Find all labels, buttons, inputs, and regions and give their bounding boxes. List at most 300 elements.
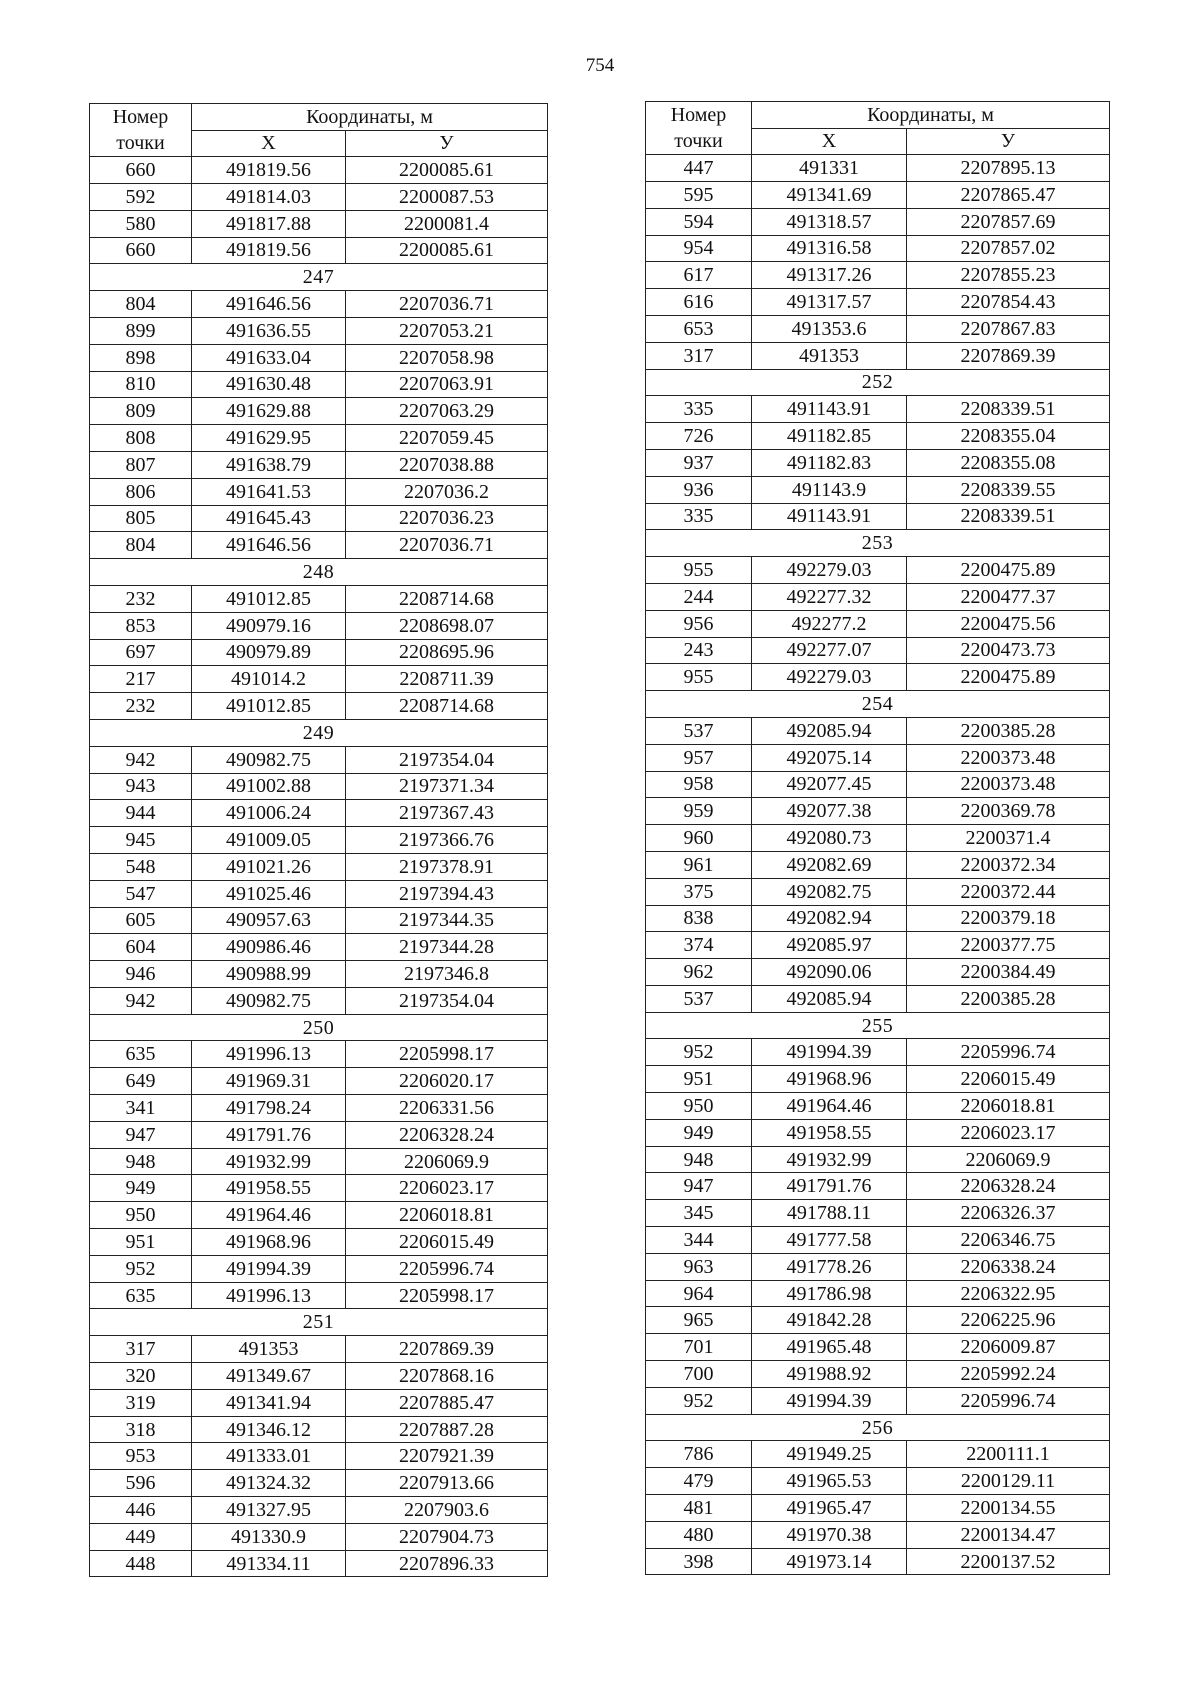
table-row [90, 1068, 548, 1095]
group-number: 254 [646, 691, 1110, 718]
table-row [90, 1389, 548, 1416]
table-row [646, 155, 1110, 182]
group-header-row [646, 369, 1110, 396]
x-coordinate-cell: 491964.46 [752, 1093, 907, 1120]
table-row [646, 664, 1110, 691]
coordinates-table-left [89, 103, 548, 1577]
table-row [646, 1093, 1110, 1120]
x-coordinate-cell: 491964.46 [192, 1202, 346, 1229]
x-coordinate-cell: 491932.99 [752, 1146, 907, 1173]
y-coordinate-cell: 2200475.56 [907, 610, 1110, 637]
point-number-cell: 804 [90, 291, 192, 318]
point-number-cell: 948 [90, 1148, 192, 1175]
x-coordinate-cell: 491965.53 [752, 1468, 907, 1495]
x-coordinate-cell: 491353 [752, 342, 907, 369]
x-coordinate-cell: 492075.14 [752, 744, 907, 771]
table-row [646, 1227, 1110, 1254]
x-coordinate-cell: 491819.56 [192, 237, 346, 264]
x-coordinate-cell: 491014.2 [192, 666, 346, 693]
point-number-cell: 954 [646, 235, 752, 262]
x-coordinate-cell: 491021.26 [192, 853, 346, 880]
y-coordinate-cell: 2207913.66 [346, 1470, 548, 1497]
point-number-cell: 956 [646, 610, 752, 637]
x-coordinate-cell: 491025.46 [192, 880, 346, 907]
table-row [90, 1229, 548, 1256]
point-number-cell: 446 [90, 1497, 192, 1524]
point-number-cell: 232 [90, 693, 192, 720]
x-coordinate-cell: 491777.58 [752, 1227, 907, 1254]
point-number-cell: 635 [90, 1282, 192, 1309]
table-row [90, 987, 548, 1014]
x-coordinate-cell: 492085.94 [752, 985, 907, 1012]
y-coordinate-cell: 2207903.6 [346, 1497, 548, 1524]
point-number-cell: 947 [646, 1173, 752, 1200]
table-row [646, 1280, 1110, 1307]
y-coordinate-cell: 2200085.61 [346, 157, 548, 184]
point-number-cell: 958 [646, 771, 752, 798]
point-number-cell: 617 [646, 262, 752, 289]
x-coordinate-cell: 491316.58 [752, 235, 907, 262]
x-coordinate-cell: 491968.96 [752, 1066, 907, 1093]
point-number-cell: 318 [90, 1416, 192, 1443]
y-coordinate-cell: 2206018.81 [907, 1093, 1110, 1120]
group-number: 251 [90, 1309, 548, 1336]
x-coordinate-cell: 492077.45 [752, 771, 907, 798]
point-number-cell: 804 [90, 532, 192, 559]
y-coordinate-cell: 2206020.17 [346, 1068, 548, 1095]
x-coordinate-cell: 491791.76 [192, 1121, 346, 1148]
y-coordinate-cell: 2206322.95 [907, 1280, 1110, 1307]
table-row [90, 1336, 548, 1363]
table-row [90, 1255, 548, 1282]
table-row [646, 1119, 1110, 1146]
x-coordinate-cell: 491842.28 [752, 1307, 907, 1334]
point-number-cell: 479 [646, 1468, 752, 1495]
x-coordinate-cell: 491994.39 [192, 1255, 346, 1282]
table-row [90, 1363, 548, 1390]
y-coordinate-cell: 2197354.04 [346, 746, 548, 773]
point-number-cell: 942 [90, 987, 192, 1014]
table-row [90, 505, 548, 532]
table-row [646, 1200, 1110, 1227]
y-coordinate-cell: 2207867.83 [907, 315, 1110, 342]
point-number-cell: 653 [646, 315, 752, 342]
y-coordinate-cell: 2207855.23 [907, 262, 1110, 289]
group-header-row [90, 264, 548, 291]
point-number-cell: 480 [646, 1521, 752, 1548]
x-coordinate-cell: 490979.89 [192, 639, 346, 666]
table-row [90, 1550, 548, 1577]
y-coordinate-cell: 2207887.28 [346, 1416, 548, 1443]
x-coordinate-cell: 491009.05 [192, 827, 346, 854]
point-number-cell: 604 [90, 934, 192, 961]
point-number-cell: 937 [646, 449, 752, 476]
point-number-cell: 649 [90, 1068, 192, 1095]
point-number-cell: 853 [90, 612, 192, 639]
point-number-cell: 701 [646, 1334, 752, 1361]
y-coordinate-cell: 2200373.48 [907, 771, 1110, 798]
x-coordinate-cell: 491317.26 [752, 262, 907, 289]
header-point-number-line1: Номер [90, 104, 192, 131]
x-coordinate-cell: 491333.01 [192, 1443, 346, 1470]
table-row [646, 1441, 1110, 1468]
y-coordinate-cell: 2208339.51 [907, 503, 1110, 530]
x-coordinate-cell: 492279.03 [752, 664, 907, 691]
y-coordinate-cell: 2205998.17 [346, 1041, 548, 1068]
y-coordinate-cell: 2197394.43 [346, 880, 548, 907]
x-coordinate-cell: 491994.39 [752, 1039, 907, 1066]
x-coordinate-cell: 492082.75 [752, 878, 907, 905]
table-row [646, 449, 1110, 476]
point-number-cell: 595 [646, 181, 752, 208]
y-coordinate-cell: 2200369.78 [907, 798, 1110, 825]
y-coordinate-cell: 2200372.34 [907, 851, 1110, 878]
x-coordinate-cell: 491786.98 [752, 1280, 907, 1307]
table-row [646, 583, 1110, 610]
table-row [90, 746, 548, 773]
point-number-cell: 605 [90, 907, 192, 934]
table-row [90, 1095, 548, 1122]
x-coordinate-cell: 490979.16 [192, 612, 346, 639]
y-coordinate-cell: 2207036.23 [346, 505, 548, 532]
header-point-number-line2: точки [90, 130, 192, 157]
x-coordinate-cell: 491012.85 [192, 585, 346, 612]
table-row [646, 1066, 1110, 1093]
table-row [90, 827, 548, 854]
table-row [646, 1387, 1110, 1414]
point-number-cell: 786 [646, 1441, 752, 1468]
point-number-cell: 448 [90, 1550, 192, 1577]
y-coordinate-cell: 2207063.91 [346, 371, 548, 398]
point-number-cell: 963 [646, 1253, 752, 1280]
y-coordinate-cell: 2206326.37 [907, 1200, 1110, 1227]
y-coordinate-cell: 2205996.74 [907, 1039, 1110, 1066]
point-number-cell: 660 [90, 157, 192, 184]
x-coordinate-cell: 491349.67 [192, 1363, 346, 1390]
x-coordinate-cell: 491012.85 [192, 693, 346, 720]
table-row [90, 907, 548, 934]
point-number-cell: 592 [90, 183, 192, 210]
table-row [646, 825, 1110, 852]
table-row [646, 315, 1110, 342]
y-coordinate-cell: 2205996.74 [346, 1255, 548, 1282]
group-header-row [646, 1012, 1110, 1039]
point-number-cell: 547 [90, 880, 192, 907]
x-coordinate-cell: 491629.88 [192, 398, 346, 425]
table-row [646, 610, 1110, 637]
y-coordinate-cell: 2207904.73 [346, 1523, 548, 1550]
table-row [90, 1148, 548, 1175]
point-number-cell: 232 [90, 585, 192, 612]
x-coordinate-cell: 491819.56 [192, 157, 346, 184]
x-coordinate-cell: 491327.95 [192, 1497, 346, 1524]
point-number-cell: 952 [646, 1039, 752, 1066]
point-number-cell: 317 [646, 342, 752, 369]
table-row [90, 478, 548, 505]
point-number-cell: 961 [646, 851, 752, 878]
x-coordinate-cell: 491006.24 [192, 800, 346, 827]
point-number-cell: 955 [646, 557, 752, 584]
x-coordinate-cell: 491646.56 [192, 532, 346, 559]
table-row [90, 639, 548, 666]
header-row [646, 102, 1110, 129]
group-header-row [646, 691, 1110, 718]
y-coordinate-cell: 2207058.98 [346, 344, 548, 371]
y-coordinate-cell: 2206015.49 [346, 1229, 548, 1256]
group-number: 255 [646, 1012, 1110, 1039]
point-number-cell: 946 [90, 961, 192, 988]
y-coordinate-cell: 2208714.68 [346, 585, 548, 612]
x-coordinate-cell: 491633.04 [192, 344, 346, 371]
table-row [90, 317, 548, 344]
x-coordinate-cell: 491143.91 [752, 503, 907, 530]
table-row [90, 585, 548, 612]
y-coordinate-cell: 2200473.73 [907, 637, 1110, 664]
table-row [646, 1521, 1110, 1548]
table-row [90, 157, 548, 184]
x-coordinate-cell: 491970.38 [752, 1521, 907, 1548]
table-row [646, 932, 1110, 959]
table-row [646, 1146, 1110, 1173]
y-coordinate-cell: 2200134.55 [907, 1495, 1110, 1522]
y-coordinate-cell: 2207895.13 [907, 155, 1110, 182]
table-row [646, 1361, 1110, 1388]
y-coordinate-cell: 2206023.17 [346, 1175, 548, 1202]
y-coordinate-cell: 2197366.76 [346, 827, 548, 854]
coordinates-table-right [645, 101, 1110, 1575]
point-number-cell: 945 [90, 827, 192, 854]
x-coordinate-cell: 491965.47 [752, 1495, 907, 1522]
y-coordinate-cell: 2205996.74 [907, 1387, 1110, 1414]
table-row [90, 666, 548, 693]
x-coordinate-cell: 491346.12 [192, 1416, 346, 1443]
x-coordinate-cell: 492085.97 [752, 932, 907, 959]
table-row [646, 1334, 1110, 1361]
x-coordinate-cell: 490982.75 [192, 987, 346, 1014]
y-coordinate-cell: 2207854.43 [907, 289, 1110, 316]
y-coordinate-cell: 2200384.49 [907, 959, 1110, 986]
header-y: У [346, 130, 548, 157]
y-coordinate-cell: 2207036.2 [346, 478, 548, 505]
table-row [90, 1282, 548, 1309]
y-coordinate-cell: 2208711.39 [346, 666, 548, 693]
header-point-number-line2: точки [646, 128, 752, 155]
x-coordinate-cell: 491788.11 [752, 1200, 907, 1227]
y-coordinate-cell: 2207857.69 [907, 208, 1110, 235]
x-coordinate-cell: 491965.48 [752, 1334, 907, 1361]
x-coordinate-cell: 491002.88 [192, 773, 346, 800]
point-number-cell: 944 [90, 800, 192, 827]
y-coordinate-cell: 2200371.4 [907, 825, 1110, 852]
point-number-cell: 345 [646, 1200, 752, 1227]
table-row [646, 262, 1110, 289]
x-coordinate-cell: 490982.75 [192, 746, 346, 773]
table-row [646, 717, 1110, 744]
table-row [90, 532, 548, 559]
x-coordinate-cell: 490986.46 [192, 934, 346, 961]
y-coordinate-cell: 2200085.61 [346, 237, 548, 264]
x-coordinate-cell: 491778.26 [752, 1253, 907, 1280]
x-coordinate-cell: 492077.38 [752, 798, 907, 825]
y-coordinate-cell: 2200081.4 [346, 210, 548, 237]
point-number-cell: 317 [90, 1336, 192, 1363]
point-number-cell: 398 [646, 1548, 752, 1575]
y-coordinate-cell: 2208339.51 [907, 396, 1110, 423]
table-row [90, 371, 548, 398]
table-row [646, 1468, 1110, 1495]
y-coordinate-cell: 2197354.04 [346, 987, 548, 1014]
point-number-cell: 635 [90, 1041, 192, 1068]
x-coordinate-cell: 492277.07 [752, 637, 907, 664]
group-header-row [90, 719, 548, 746]
point-number-cell: 962 [646, 959, 752, 986]
y-coordinate-cell: 2207921.39 [346, 1443, 548, 1470]
table-row [646, 771, 1110, 798]
point-number-cell: 809 [90, 398, 192, 425]
table-row [646, 235, 1110, 262]
y-coordinate-cell: 2200385.28 [907, 717, 1110, 744]
table-row [90, 1041, 548, 1068]
x-coordinate-cell: 490957.63 [192, 907, 346, 934]
y-coordinate-cell: 2208695.96 [346, 639, 548, 666]
point-number-cell: 660 [90, 237, 192, 264]
header-x: X [752, 128, 907, 155]
point-number-cell: 943 [90, 773, 192, 800]
y-coordinate-cell: 2207869.39 [346, 1336, 548, 1363]
x-coordinate-cell: 491798.24 [192, 1095, 346, 1122]
point-number-cell: 947 [90, 1121, 192, 1148]
x-coordinate-cell: 492090.06 [752, 959, 907, 986]
y-coordinate-cell: 2208698.07 [346, 612, 548, 639]
header-x: X [192, 130, 346, 157]
y-coordinate-cell: 2200129.11 [907, 1468, 1110, 1495]
point-number-cell: 335 [646, 396, 752, 423]
table-row [646, 1548, 1110, 1575]
table-row [646, 1253, 1110, 1280]
group-number: 247 [90, 264, 548, 291]
table-row [646, 208, 1110, 235]
point-number-cell: 964 [646, 1280, 752, 1307]
x-coordinate-cell: 491324.32 [192, 1470, 346, 1497]
y-coordinate-cell: 2200475.89 [907, 664, 1110, 691]
y-coordinate-cell: 2197344.28 [346, 934, 548, 961]
y-coordinate-cell: 2207053.21 [346, 317, 548, 344]
table-row [646, 396, 1110, 423]
point-number-cell: 898 [90, 344, 192, 371]
point-number-cell: 594 [646, 208, 752, 235]
table-row [90, 961, 548, 988]
y-coordinate-cell: 2197346.8 [346, 961, 548, 988]
x-coordinate-cell: 491341.69 [752, 181, 907, 208]
x-coordinate-cell: 492080.73 [752, 825, 907, 852]
header-coordinates: Координаты, м [752, 102, 1110, 129]
group-number: 249 [90, 719, 548, 746]
table-row [90, 693, 548, 720]
x-coordinate-cell: 491318.57 [752, 208, 907, 235]
y-coordinate-cell: 2208714.68 [346, 693, 548, 720]
x-coordinate-cell: 491932.99 [192, 1148, 346, 1175]
point-number-cell: 806 [90, 478, 192, 505]
point-number-cell: 537 [646, 985, 752, 1012]
y-coordinate-cell: 2208339.55 [907, 476, 1110, 503]
y-coordinate-cell: 2206328.24 [346, 1121, 548, 1148]
y-coordinate-cell: 2207857.02 [907, 235, 1110, 262]
group-header-row [90, 1014, 548, 1041]
table-row [646, 342, 1110, 369]
point-number-cell: 374 [646, 932, 752, 959]
table-row [90, 880, 548, 907]
y-coordinate-cell: 2200137.52 [907, 1548, 1110, 1575]
point-number-cell: 481 [646, 1495, 752, 1522]
y-coordinate-cell: 2207865.47 [907, 181, 1110, 208]
point-number-cell: 936 [646, 476, 752, 503]
point-number-cell: 700 [646, 1361, 752, 1388]
y-coordinate-cell: 2207868.16 [346, 1363, 548, 1390]
y-coordinate-cell: 2200111.1 [907, 1441, 1110, 1468]
table-row [90, 291, 548, 318]
table-row [90, 1202, 548, 1229]
y-coordinate-cell: 2206009.87 [907, 1334, 1110, 1361]
point-number-cell: 726 [646, 423, 752, 450]
y-coordinate-cell: 2200385.28 [907, 985, 1110, 1012]
x-coordinate-cell: 492085.94 [752, 717, 907, 744]
point-number-cell: 951 [90, 1229, 192, 1256]
y-coordinate-cell: 2206328.24 [907, 1173, 1110, 1200]
y-coordinate-cell: 2207036.71 [346, 532, 548, 559]
group-header-row [90, 1309, 548, 1336]
group-number: 248 [90, 559, 548, 586]
table-row [90, 934, 548, 961]
point-number-cell: 955 [646, 664, 752, 691]
point-number-cell: 805 [90, 505, 192, 532]
y-coordinate-cell: 2206018.81 [346, 1202, 548, 1229]
point-number-cell: 616 [646, 289, 752, 316]
x-coordinate-cell: 492082.94 [752, 905, 907, 932]
table-row [646, 1307, 1110, 1334]
header-point-number-line1: Номер [646, 102, 752, 129]
x-coordinate-cell: 491817.88 [192, 210, 346, 237]
table-row [646, 423, 1110, 450]
point-number-cell: 953 [90, 1443, 192, 1470]
table-row [646, 905, 1110, 932]
x-coordinate-cell: 491645.43 [192, 505, 346, 532]
x-coordinate-cell: 491334.11 [192, 1550, 346, 1577]
point-number-cell: 952 [646, 1387, 752, 1414]
header-y: У [907, 128, 1110, 155]
table-row [90, 183, 548, 210]
table-row [90, 210, 548, 237]
x-coordinate-cell: 491994.39 [752, 1387, 907, 1414]
y-coordinate-cell: 2197371.34 [346, 773, 548, 800]
x-coordinate-cell: 491330.9 [192, 1523, 346, 1550]
point-number-cell: 949 [646, 1119, 752, 1146]
point-number-cell: 447 [646, 155, 752, 182]
x-coordinate-cell: 491973.14 [752, 1548, 907, 1575]
x-coordinate-cell: 491996.13 [192, 1041, 346, 1068]
x-coordinate-cell: 492277.2 [752, 610, 907, 637]
x-coordinate-cell: 491958.55 [752, 1119, 907, 1146]
header-row [90, 104, 548, 131]
point-number-cell: 959 [646, 798, 752, 825]
table-row [646, 557, 1110, 584]
y-coordinate-cell: 2207896.33 [346, 1550, 548, 1577]
y-coordinate-cell: 2200377.75 [907, 932, 1110, 959]
point-number-cell: 537 [646, 717, 752, 744]
x-coordinate-cell: 491814.03 [192, 183, 346, 210]
x-coordinate-cell: 491988.92 [752, 1361, 907, 1388]
x-coordinate-cell: 491182.85 [752, 423, 907, 450]
x-coordinate-cell: 491341.94 [192, 1389, 346, 1416]
